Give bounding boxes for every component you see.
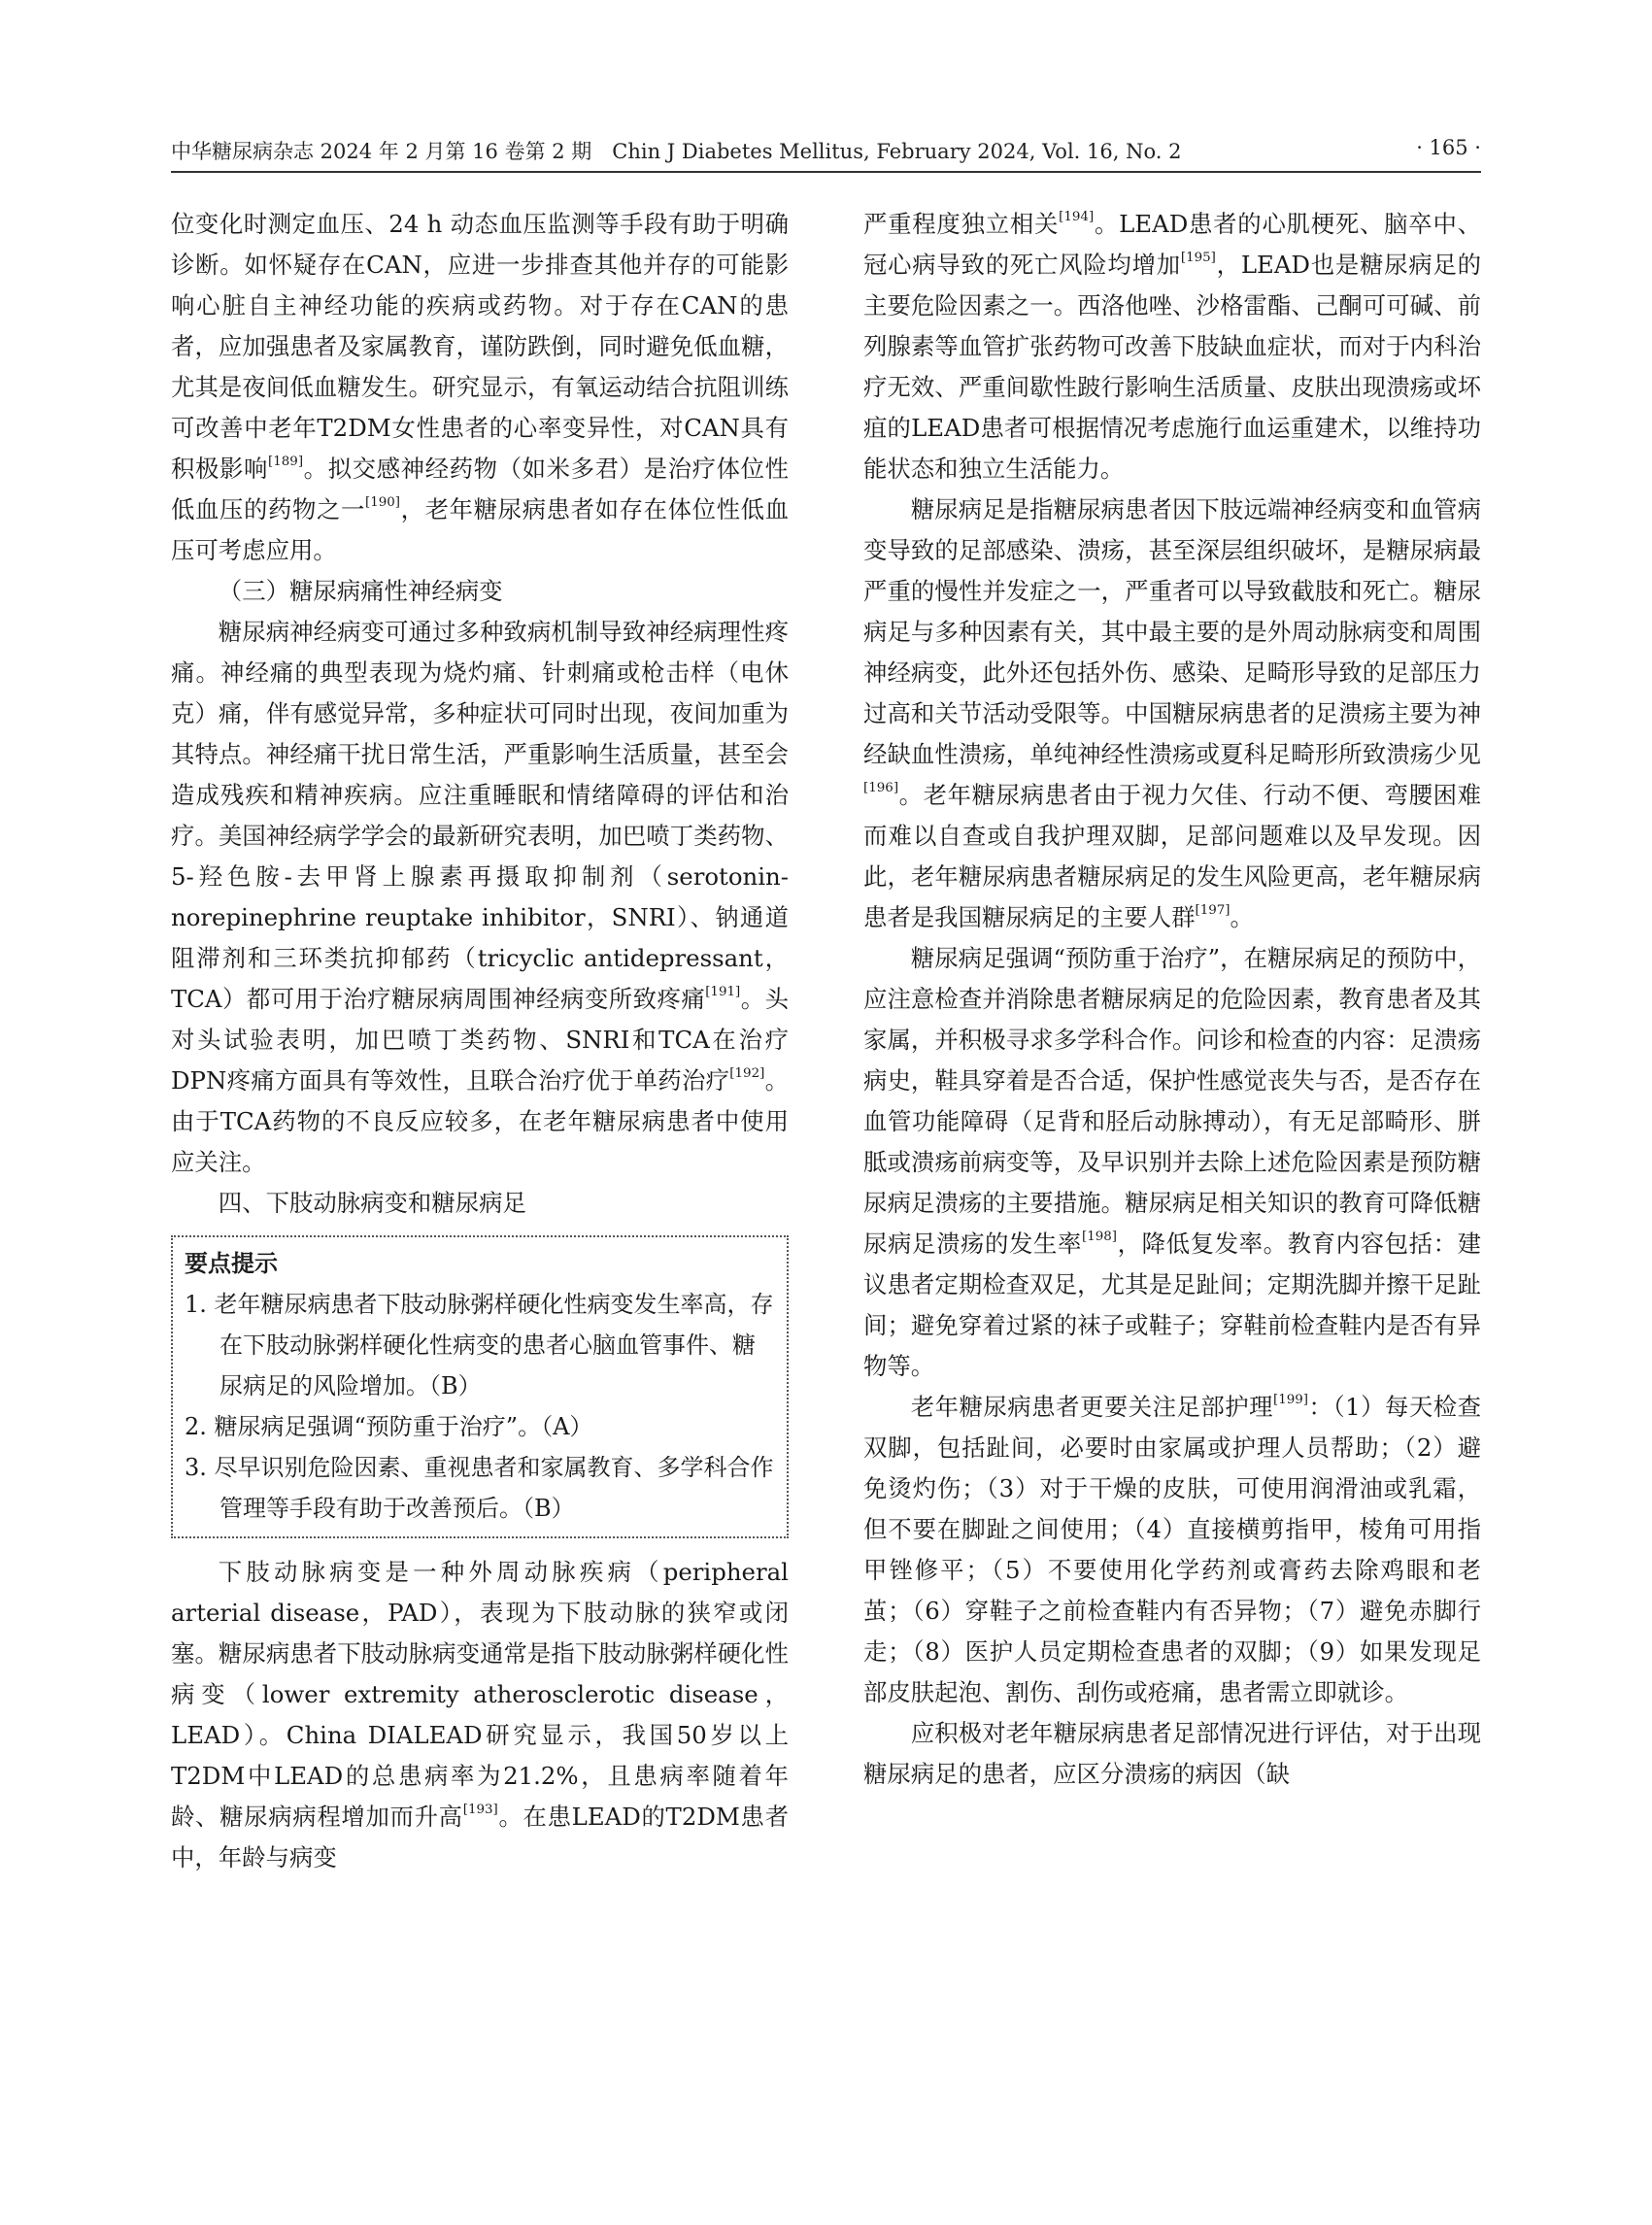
paragraph: 下肢动脉病变是一种外周动脉疾病（peripheral arterial disease，PAD），表现为下肢动脉的狭窄或闭塞。糖尿病患者下肢动脉病变通常是指下肢动脉粥样硬化性病变（lower extremity atherosclerotic disease，LEAD）。China DIALEAD研究显示，我国50岁以上T2DM中LEAD的总患病率为21.2%，且患病率随着年龄、糖尿病病程增加而升高[193]。在患LEAD的T2DM患者中，年龄与病变 xyxy=(171,1558,789,1871)
key-points-box xyxy=(171,1235,789,1538)
paragraph: 糖尿病足强调“预防重于治疗”，在糖尿病足的预防中，应注意检查并消除患者糖尿病足的危险因素，教育患者及其家属，并积极寻求多学科合作。问诊和检查的内容：足溃疡病史，鞋具穿着是否合适，保护性感觉丧失与否，是否存在血管功能障碍（足背和胫后动脉搏动），有无足部畸形、胼胝或溃疡前病变等，及早识别并去除上述危险因素是预防糖尿病足溃疡的主要措施。糖尿病足相关知识的教育可降低糖尿病足溃疡的发生率[198]，降低复发率。教育内容包括：建议患者定期检查双足，尤其是足趾间；定期洗脚并擦干足趾间；避免穿着过紧的袜子或鞋子；穿鞋前检查鞋内是否有异物等。 xyxy=(863,944,1481,1380)
key-point: 1. 老年糖尿病患者下肢动脉粥样硬化性病变发生率高，存在下肢动脉粥样硬化性病变的患者心脑血管事件、糖尿病足的风险增加。（B） xyxy=(185,1291,774,1399)
paragraph: 严重程度独立相关[194]。LEAD患者的心肌梗死、脑卒中、冠心病导致的死亡风险均增加[195]，LEAD也是糖尿病足的主要危险因素之一。西洛他唑、沙格雷酯、己酮可可碱、前列腺素等血管扩张药物可改善下肢缺血症状，而对于内科治疗无效、严重间歇性跛行影响生活质量、皮肤出现溃疡或坏疽的LEAD患者可根据情况考虑施行血运重建术，以维持功能状态和独立生活能力。 xyxy=(863,209,1481,483)
header-rule xyxy=(171,171,1481,173)
section-heading: 四、下肢动脉病变和糖尿病足 xyxy=(218,1189,526,1217)
paragraph: 老年糖尿病患者更要关注足部护理[199]：（1）每天检查双脚，包括趾间，必要时由家属或护理人员帮助；（2）避免烫灼伤；（3）对于干燥的皮肤，可使用润滑油或乳霜，但不要在脚趾之间使用；（4）直接横剪指甲，棱角可用指甲锉修平；（5）不要使用化学药剂或膏药去除鸡眼和老茧；（6）穿鞋子之前检查鞋内有否异物；（7）避免赤脚行走；（8）医护人员定期检查患者的双脚；（9）如果发现足部皮肤起泡、割伤、刮伤或疮痛，患者需立即就诊。 xyxy=(863,1392,1481,1706)
paragraph: 糖尿病足是指糖尿病患者因下肢远端神经病变和血管病变导致的足部感染、溃疡，甚至深层组织破坏，是糖尿病最严重的慢性并发症之一，严重者可以导致截肢和死亡。糖尿病足与多种因素有关，其中最主要的是外周动脉病变和周围神经病变，此外还包括外伤、感染、足畸形导致的足部压力过高和关节活动受限等。中国糖尿病患者的足溃疡主要为神经缺血性溃疡，单纯神经性溃疡或夏科足畸形所致溃疡少见[196]。老年糖尿病患者由于视力欠佳、行动不便、弯腰困难而难以自查或自我护理双脚，足部问题难以及早发现。因此，老年糖尿病患者糖尿病足的发生风险更高，老年糖尿病患者是我国糖尿病足的主要人群[197]。 xyxy=(863,495,1481,931)
paragraph: 应积极对老年糖尿病患者足部情况进行评估，对于出现糖尿病足的患者，应区分溃疡的病因（缺 xyxy=(863,1719,1481,1788)
key-point: 3. 尽早识别危险因素、重视患者和家属教育、多学科合作管理等手段有助于改善预后。（B） xyxy=(185,1454,774,1522)
paragraph: 位变化时测定血压、24 h 动态血压监测等手段有助于明确诊断。如怀疑存在CAN，应进一步排查其他并存的可能影响心脏自主神经功能的疾病或药物。对于存在CAN的患者，应加强患者及家属教育，谨防跌倒，同时避免低血糖，尤其是夜间低血糖发生。研究显示，有氧运动结合抗阻训练可改善中老年T2DM女性患者的心率变异性，对CAN具有积极影响[189]。拟交感神经药物（如米多君）是治疗体位性低血压的药物之一[190]，老年糖尿病患者如存在体位性低血压可考虑应用。 xyxy=(171,210,789,564)
left-column xyxy=(171,204,789,1878)
key-point: 2. 糖尿病足强调“预防重于治疗”。（A） xyxy=(185,1413,593,1440)
right-column xyxy=(863,204,1481,1795)
key-points-title: 要点提示 xyxy=(185,1250,278,1277)
page-number: · 165 · xyxy=(1416,136,1481,159)
running-header xyxy=(171,136,1481,169)
paragraph: 糖尿病神经病变可通过多种致病机制导致神经病理性疼痛。神经痛的典型表现为烧灼痛、针刺痛或枪击样（电休克）痛，伴有感觉异常，多种症状可同时出现，夜间加重为其特点。神经痛干扰日常生活，严重影响生活质量，甚至会造成残疾和精神疾病。应注重睡眠和情绪障碍的评估和治疗。美国神经病学学会的最新研究表明，加巴喷丁类药物、5-羟色胺-去甲肾上腺素再摄取抑制剂（serotonin-norepinephrine reuptake inhibitor，SNRI）、钠通道阻滞剂和三环类抗抑郁药（tricyclic antidepressant，TCA）都可用于治疗糖尿病周围神经病变所致疼痛[191]。头对头试验表明，加巴喷丁类药物、SNRI和TCA在治疗DPN疼痛方面具有等效性，且联合治疗优于单药治疗[192]。由于TCA药物的不良反应较多，在老年糖尿病患者中使用应关注。 xyxy=(171,618,789,1176)
section-heading: （三）糖尿病痛性神经病变 xyxy=(218,577,503,605)
journal-citation: 中华糖尿病杂志 2024 年 2 月第 16 卷第 2 期 Chin J Diabetes Mellitus, February 2024, Vol. 16, No. 2 xyxy=(171,140,1182,163)
